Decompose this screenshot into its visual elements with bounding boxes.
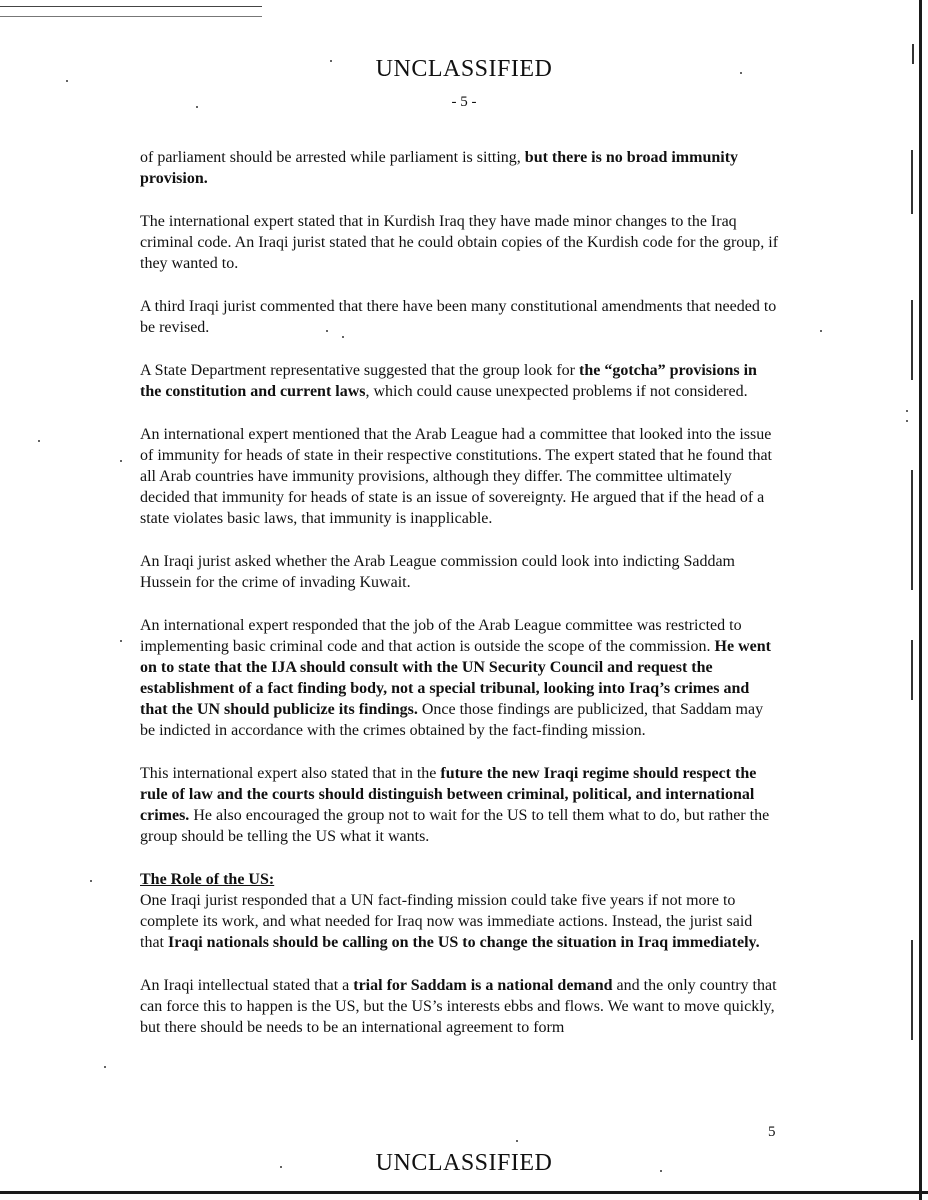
scan-speck xyxy=(38,440,40,442)
paragraph: An international expert mentioned that the Arab League had a committee that looked into the issue of immunity for heads of state in their respective constitutions. The expert stated that he found that all Arab countries have immunity provisions, although they differ. The committee ultimately decided that immunity for heads of state is an issue of sovereignty. He argued that if the head of a state violates basic laws, that immunity is inapplicable. xyxy=(140,426,772,527)
paragraph: This international expert also stated that in the future the new Iraqi regime should respect the rule of law and the courts should distinguish between criminal, political, and international crimes. He also encouraged the group not to wait for the US to tell them what to do, but rather the group should be telling the US what it wants. xyxy=(140,765,770,845)
scan-edge-right xyxy=(919,0,922,1200)
scan-speck xyxy=(104,1066,106,1068)
bold-emphasis: Iraqi nationals should be calling on the US to change the situation in Iraq immediately. xyxy=(168,934,760,951)
paragraph: The international expert stated that in Kurdish Iraq they have made minor changes to the Iraq criminal code. An Iraqi jurist stated that he could obtain copies of the Kurdish code for the group, if they wanted to. xyxy=(140,213,779,272)
bold-emphasis: He went on to state that the IJA should consult with the UN Security Council and request the establishment of a fact finding body, not a special tribunal, looking into Iraq’s crimes and that the UN should publicize its findings. xyxy=(140,638,771,718)
scan-speck xyxy=(516,1140,518,1142)
paragraph: One Iraqi jurist responded that a UN fact-finding mission could take five years if not more to complete its work, and what needed for Iraq now was immediate actions. Instead, the jurist said that Iraqi nationals should be calling on the US to change the situation in Iraq immediately. xyxy=(140,892,760,951)
scan-mark xyxy=(911,640,913,700)
scan-mark xyxy=(911,470,913,590)
section-heading: The Role of the US: xyxy=(140,871,275,888)
bold-emphasis: future the new Iraqi regime should respect the rule of law and the courts should distinguish between criminal, political, and international crimes. xyxy=(140,765,757,824)
paragraph: An Iraqi intellectual stated that a trial for Saddam is a national demand and the only country that can force this to happen is the US, but the US’s interests ebbs and flows. We want to move quickly, but there should be needs to be an international agreement to form xyxy=(140,977,777,1036)
bold-emphasis: but there is no broad immunity provision. xyxy=(140,149,739,187)
page-number: 5 xyxy=(768,1124,776,1140)
scan-speck xyxy=(906,420,908,422)
scan-mark xyxy=(911,300,913,380)
paragraph: A third Iraqi jurist commented that there have been many constitutional amendments that needed to be revised. xyxy=(140,298,777,336)
scan-edge-bottom xyxy=(0,1191,928,1194)
scan-mark xyxy=(911,940,913,1040)
classification-footer: UNCLASSIFIED xyxy=(375,1150,553,1176)
scan-speck xyxy=(120,640,122,642)
bold-emphasis: the “gotcha” provisions in the constitution and current laws xyxy=(140,362,757,400)
classification-header: UNCLASSIFIED xyxy=(375,56,553,82)
paragraph: of parliament should be arrested while parliament is sitting, but there is no broad immunity provision. xyxy=(140,149,739,187)
scan-speck xyxy=(820,330,822,332)
scan-mark xyxy=(911,150,913,214)
scan-top-rule-2 xyxy=(0,16,262,17)
paragraph: A State Department representative suggested that the group look for the “gotcha” provisions in the constitution and current laws, which could cause unexpected problems if not considered. xyxy=(140,362,757,400)
bold-emphasis: trial for Saddam is a national demand xyxy=(353,977,613,994)
paragraph: An Iraqi jurist asked whether the Arab League commission could look into indicting Saddam Hussein for the crime of invading Kuwait. xyxy=(140,553,735,591)
page-marker: - 5 - xyxy=(451,94,477,110)
scan-speck xyxy=(906,410,908,412)
scan-speck xyxy=(120,460,122,462)
scan-speck xyxy=(90,880,92,882)
paragraph: An international expert responded that the job of the Arab League committee was restricted to implementing basic criminal code and that action is outside the scope of the commission. He went on to state that the IJA should consult with the UN Security Council and request the establishment of a fact finding body, not a special tribunal, looking into Iraq’s crimes and that the UN should publicize its findings. Once those findings are publicized, that Saddam may be indicted in accordance with the crimes obtained by the fact-finding mission. xyxy=(140,617,771,739)
scan-top-rule xyxy=(0,6,262,7)
document-body xyxy=(140,147,780,1060)
